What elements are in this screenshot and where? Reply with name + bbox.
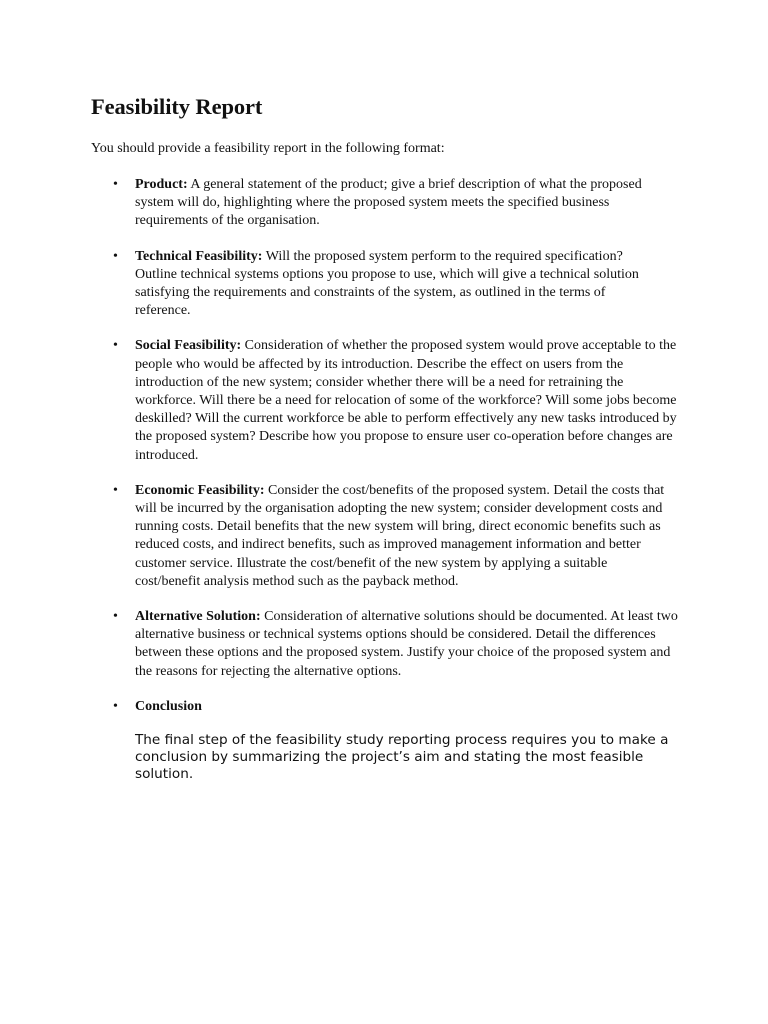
item-text: Consideration of whether the proposed system would prove acceptable to the people who would be affected by its introduction. Describe the effect on users from the introduction of the new system; consider whether there will be a need for retraining the workforce. Will there be a need for relocation of some of the workforce? Will some jobs become deskilled? Will the current workforce be able to perform effectively any new tasks introduced by the proposed system? Describe how you propose to ensure user co-operation before changes are introduced.	[135, 338, 677, 463]
item-text: Will the proposed system perform to the required specification? Outline technical systems options you propose to use, which will give a technical solution satisfying the requirements and constraints of the system, as outlined in the terms of reference.	[135, 248, 639, 319]
list-item-product	[91, 176, 642, 231]
bullet-icon: •	[113, 482, 118, 498]
item-text: Consider the cost/benefits of the proposed system. Detail the costs that will be incurred by the organisation adopting the new system; consider development costs and running costs. Detail benefits that the new system will bring, direct economic benefits such as reduced costs, and indirect benefits, such as improved management information and better customer service. Illustrate the cost/benefit of the new system by applying a suitable cost/benefit analysis method such as the payback method.	[135, 482, 665, 589]
item-label: Economic Feasibility:	[135, 482, 265, 498]
bullet-icon: •	[113, 698, 118, 714]
item-label: Product:	[135, 177, 188, 192]
conclusion-paragraph: The final step of the feasibility study reporting process requires you to make a conclusion by summarizing the project’s aim and stating the most feasible solution.	[135, 732, 669, 783]
item-label: Alternative Solution:	[135, 609, 261, 625]
list-item-economic-feasibility	[91, 482, 665, 591]
bullet-icon: •	[113, 338, 118, 354]
item-label: Social Feasibility:	[135, 338, 242, 354]
item-text: Consideration of alternative solutions should be documented. At least two alternative business or technical systems options should be considered. Detail the differences between these options and the proposed system. Justify your choice of the proposed system and the reasons for rejecting the alternative options.	[135, 609, 678, 679]
item-label: Technical Feasibility:	[135, 248, 263, 264]
list-item-social-feasibility	[91, 337, 683, 464]
list-item-conclusion	[91, 698, 691, 716]
document-page	[91, 92, 691, 783]
item-text: A general statement of the product; give a brief description of what the proposed system will do, highlighting where the proposed system meets the specified business requirements of the organisation.	[135, 177, 642, 229]
item-label: Conclusion	[135, 698, 202, 714]
bullet-icon: •	[113, 248, 118, 264]
bullet-icon: •	[113, 609, 118, 625]
list-item-technical-feasibility	[91, 248, 657, 321]
list-item-alternative-solution	[91, 608, 681, 681]
bullet-icon: •	[113, 177, 118, 192]
page-title: Feasibility Report	[91, 94, 263, 119]
requirements-list	[91, 176, 691, 716]
intro-paragraph: You should provide a feasibility report in the following format:	[91, 141, 445, 156]
